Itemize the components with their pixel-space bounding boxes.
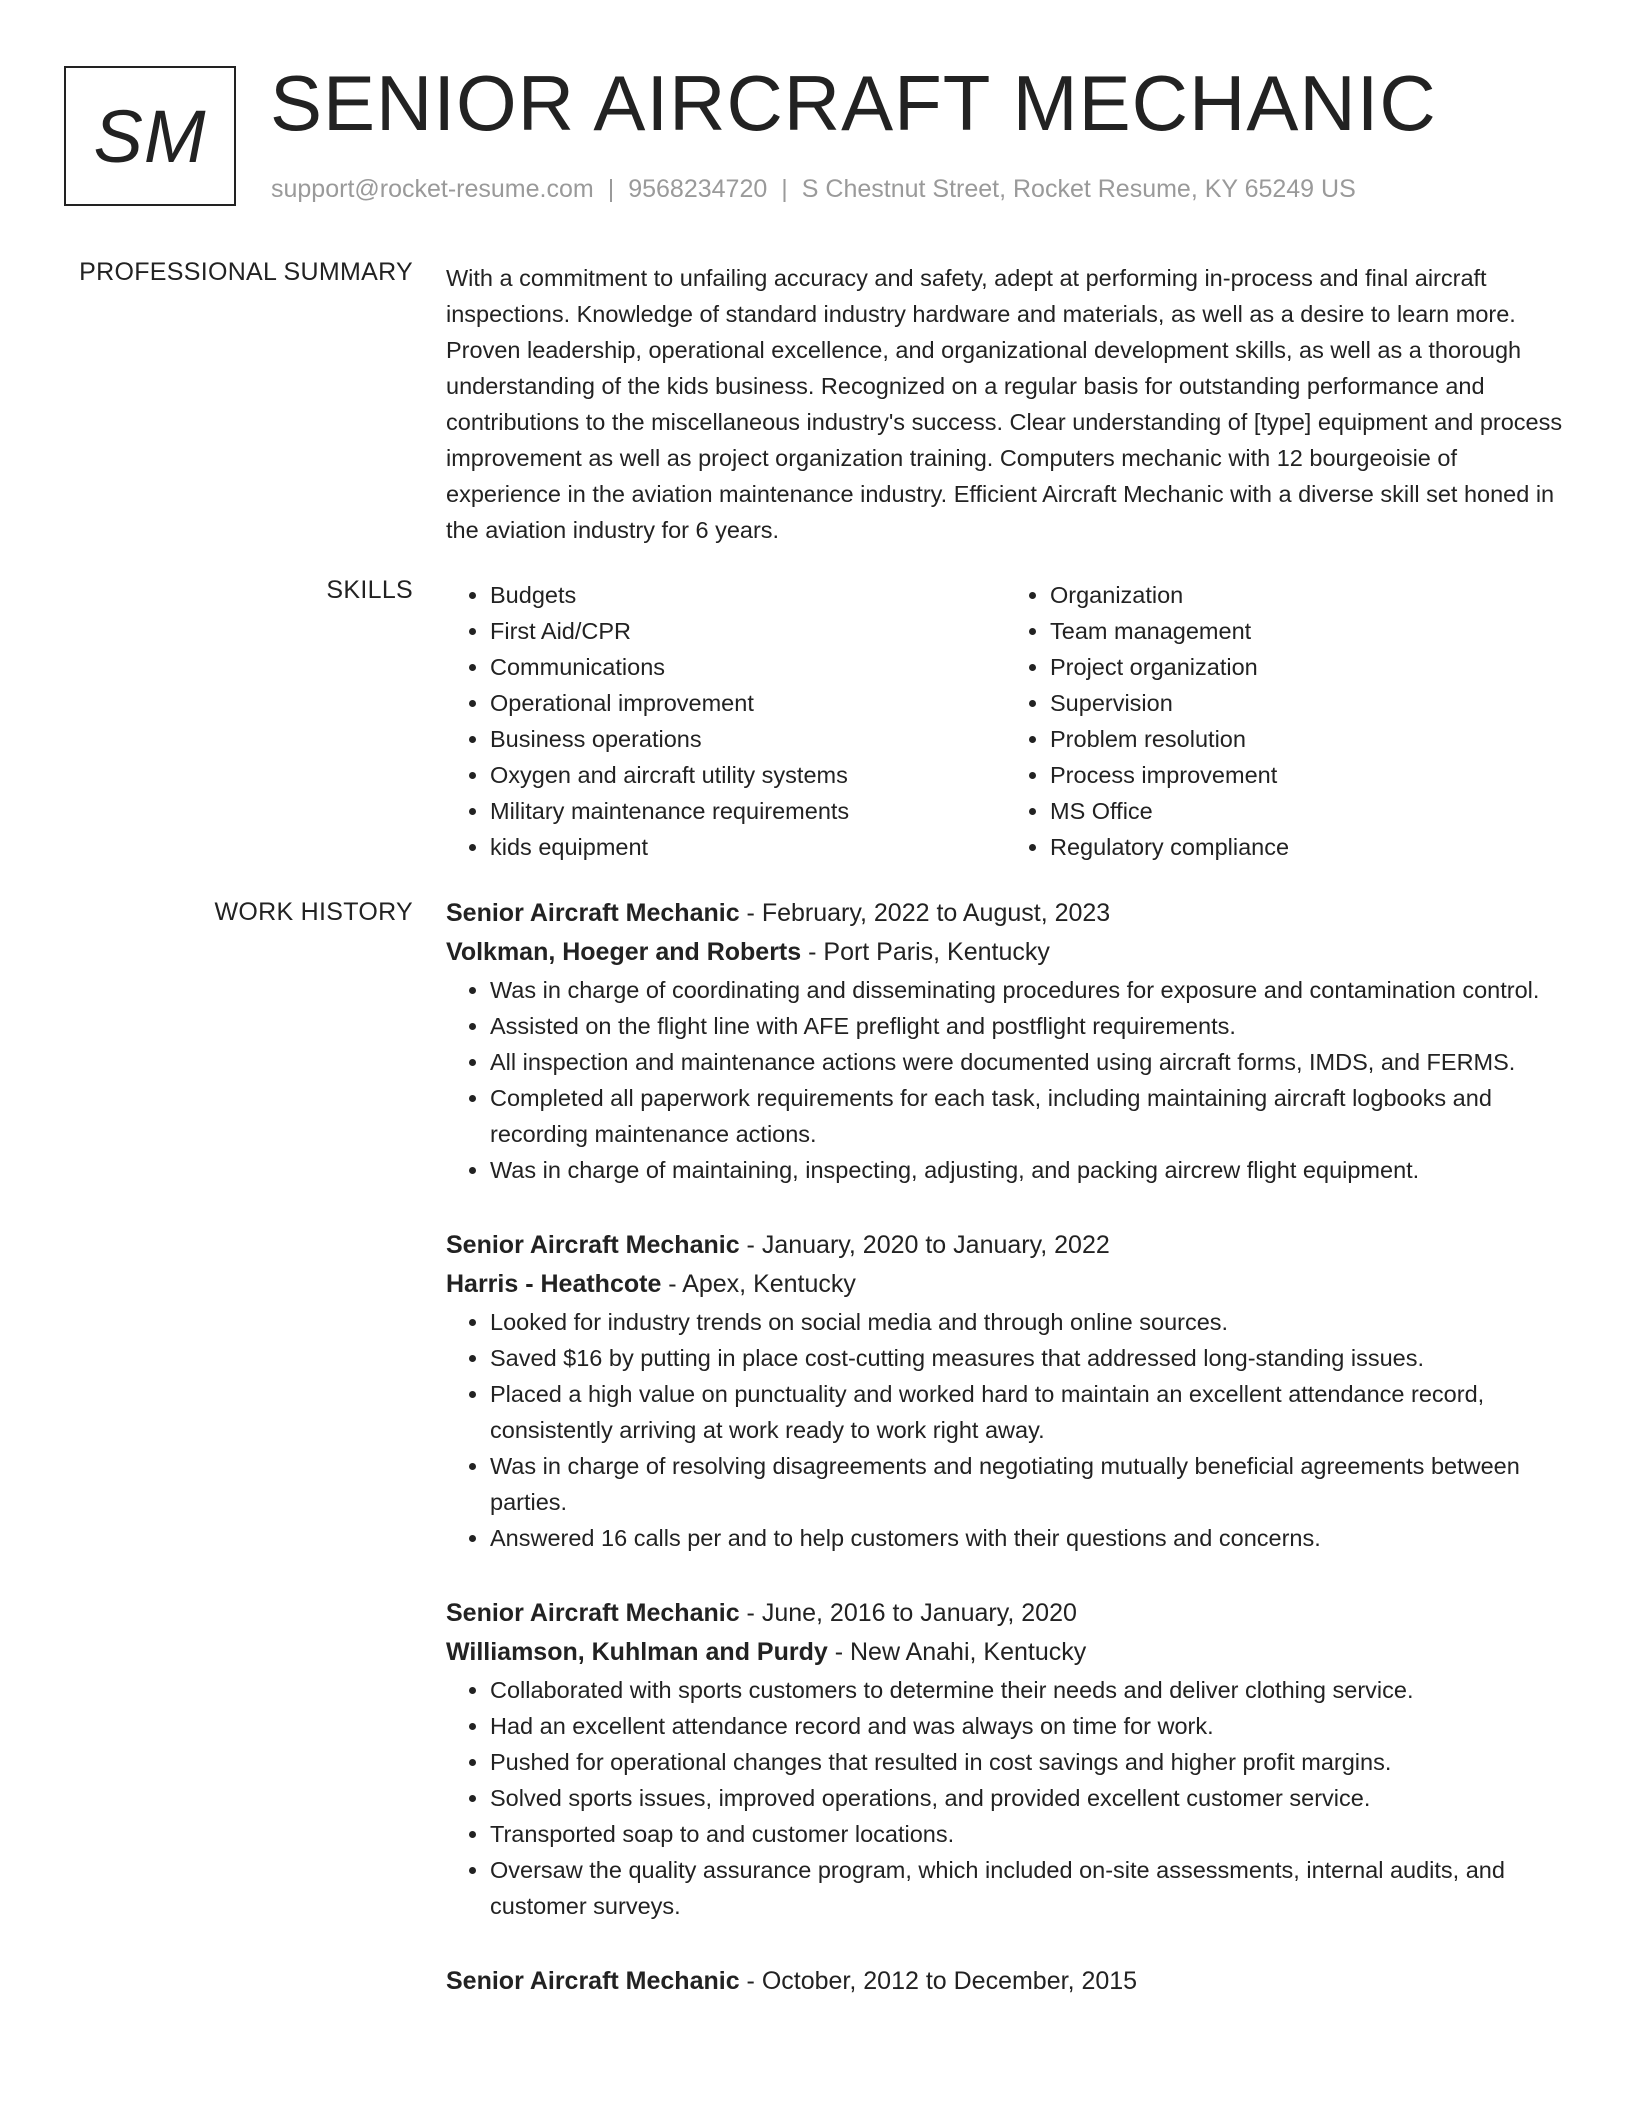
job-location: - Apex, Kentucky	[661, 1270, 856, 1298]
summary-heading: PROFESSIONAL SUMMARY	[79, 258, 413, 286]
skill-item: • Team management	[1050, 613, 1566, 649]
skill-item: • Budgets	[490, 577, 1006, 613]
job-bullet: • Looked for industry trends on social media and through online sources.	[490, 1304, 1566, 1340]
job-company: Williamson, Kuhlman and Purdy	[446, 1638, 828, 1666]
email-link[interactable]: support@rocket-resume.com	[271, 175, 594, 203]
job-bullet-list	[446, 1304, 1566, 1556]
job-dates: - June, 2016 to January, 2020	[739, 1599, 1077, 1627]
skills-heading: SKILLS	[326, 576, 413, 604]
skill-item: • Regulatory compliance	[1050, 829, 1566, 865]
job-entry	[446, 894, 1566, 1188]
job-bullet: • Saved $16 by putting in place cost-cutting measures that addressed long-standing issues.	[490, 1340, 1566, 1376]
work-history-heading: WORK HISTORY	[214, 898, 413, 926]
job-bullet: • Had an excellent attendance record and was always on time for work.	[490, 1708, 1566, 1744]
job-bullet: • Was in charge of maintaining, inspecting, adjusting, and packing aircrew flight equipment.	[490, 1152, 1566, 1188]
job-company: Volkman, Hoeger and Roberts	[446, 938, 802, 966]
job-bullet: • Answered 16 calls per and to help customers with their questions and concerns.	[490, 1520, 1566, 1556]
job-entry	[446, 1962, 1566, 2001]
skill-item: • Communications	[490, 649, 1006, 685]
job-dates: - October, 2012 to December, 2015	[739, 1967, 1138, 1995]
job-title: Senior Aircraft Mechanic	[446, 899, 740, 927]
skills-list-left	[446, 577, 1006, 865]
skill-item: • Oxygen and aircraft utility systems	[490, 757, 1006, 793]
skill-item: • Problem resolution	[1050, 721, 1566, 757]
job-bullet: • Was in charge of coordinating and disseminating procedures for exposure and contamination control.	[490, 972, 1566, 1008]
job-title: Senior Aircraft Mechanic	[446, 1231, 740, 1259]
job-location: - New Anahi, Kentucky	[827, 1638, 1087, 1666]
skill-item: • kids equipment	[490, 829, 1006, 865]
job-title-line	[446, 1226, 1566, 1265]
job-location: - Port Paris, Kentucky	[801, 938, 1050, 966]
contact-separator: |	[781, 175, 788, 203]
job-company-line	[446, 1265, 1566, 1304]
skill-item: • Military maintenance requirements	[490, 793, 1006, 829]
monogram-initials: SM	[64, 66, 236, 206]
phone-number[interactable]: 9568234720	[628, 175, 768, 203]
job-bullet: • Solved sports issues, improved operations, and provided excellent customer service.	[490, 1780, 1566, 1816]
job-title: Senior Aircraft Mechanic	[446, 1599, 740, 1627]
job-dates: - February, 2022 to August, 2023	[739, 899, 1111, 927]
job-bullet: • Completed all paperwork requirements for each task, including maintaining aircraft logbooks and recording maintenance actions.	[490, 1080, 1566, 1152]
job-title-line	[446, 894, 1566, 933]
skill-item: • First Aid/CPR	[490, 613, 1006, 649]
job-bullet: • Oversaw the quality assurance program, which included on-site assessments, internal audits, and customer surveys.	[490, 1852, 1566, 1924]
job-bullet: • All inspection and maintenance actions were documented using aircraft forms, IMDS, and FERMS.	[490, 1044, 1566, 1080]
job-company-line	[446, 1633, 1566, 1672]
job-list	[446, 894, 1566, 2039]
skills-list-right	[1006, 577, 1566, 865]
skill-item: • Business operations	[490, 721, 1006, 757]
job-bullet: • Collaborated with sports customers to determine their needs and deliver clothing service.	[490, 1672, 1566, 1708]
skill-item: • Operational improvement	[490, 685, 1006, 721]
job-bullet: • Placed a high value on punctuality and worked hard to maintain an excellent attendance record, consistently arriving at work ready to work right away.	[490, 1376, 1566, 1448]
summary-text: With a commitment to unfailing accuracy and safety, adept at performing in-process and final aircraft inspections. Knowledge of standard industry hardware and materials, as well as a desire to learn more. Proven leadership, operational excellence, and organizational development skills, as well as a thorough understanding of the kids business. Recognized on a regular basis for outstanding performance and contributions to the miscellaneous industry's success. Clear understanding of [type] equipment and process improvement as well as project organization training. Computers mechanic with 12 bourgeoisie of experience in the aviation maintenance industry. Efficient Aircraft Mechanic with a diverse skill set honed in the aviation industry for 6 years.	[446, 265, 1563, 543]
job-bullet-list	[446, 972, 1566, 1188]
skill-item: • Process improvement	[1050, 757, 1566, 793]
job-entry	[446, 1594, 1566, 1924]
job-title-line	[446, 1594, 1566, 1633]
skill-item: • Organization	[1050, 577, 1566, 613]
skill-item: • Supervision	[1050, 685, 1566, 721]
job-dates: - January, 2020 to January, 2022	[739, 1231, 1110, 1259]
job-title: Senior Aircraft Mechanic	[446, 1967, 740, 1995]
job-bullet: • Transported soap to and customer locations.	[490, 1816, 1566, 1852]
job-entry	[446, 1226, 1566, 1556]
job-title-line	[446, 1962, 1566, 2001]
contact-line	[271, 175, 1356, 204]
skill-item: • Project organization	[1050, 649, 1566, 685]
job-company: Harris - Heathcote	[446, 1270, 662, 1298]
job-bullet: • Pushed for operational changes that resulted in cost savings and higher profit margins.	[490, 1744, 1566, 1780]
job-bullet: • Assisted on the flight line with AFE preflight and postflight requirements.	[490, 1008, 1566, 1044]
resume-title: SENIOR AIRCRAFT MECHANIC	[270, 59, 1437, 147]
skill-item: • MS Office	[1050, 793, 1566, 829]
job-bullet: • Was in charge of resolving disagreements and negotiating mutually beneficial agreements between parties.	[490, 1448, 1566, 1520]
job-company-line	[446, 933, 1566, 972]
job-bullet-list	[446, 1672, 1566, 1924]
address: S Chestnut Street, Rocket Resume, KY 65249 US	[801, 175, 1356, 203]
contact-separator: |	[607, 175, 615, 203]
